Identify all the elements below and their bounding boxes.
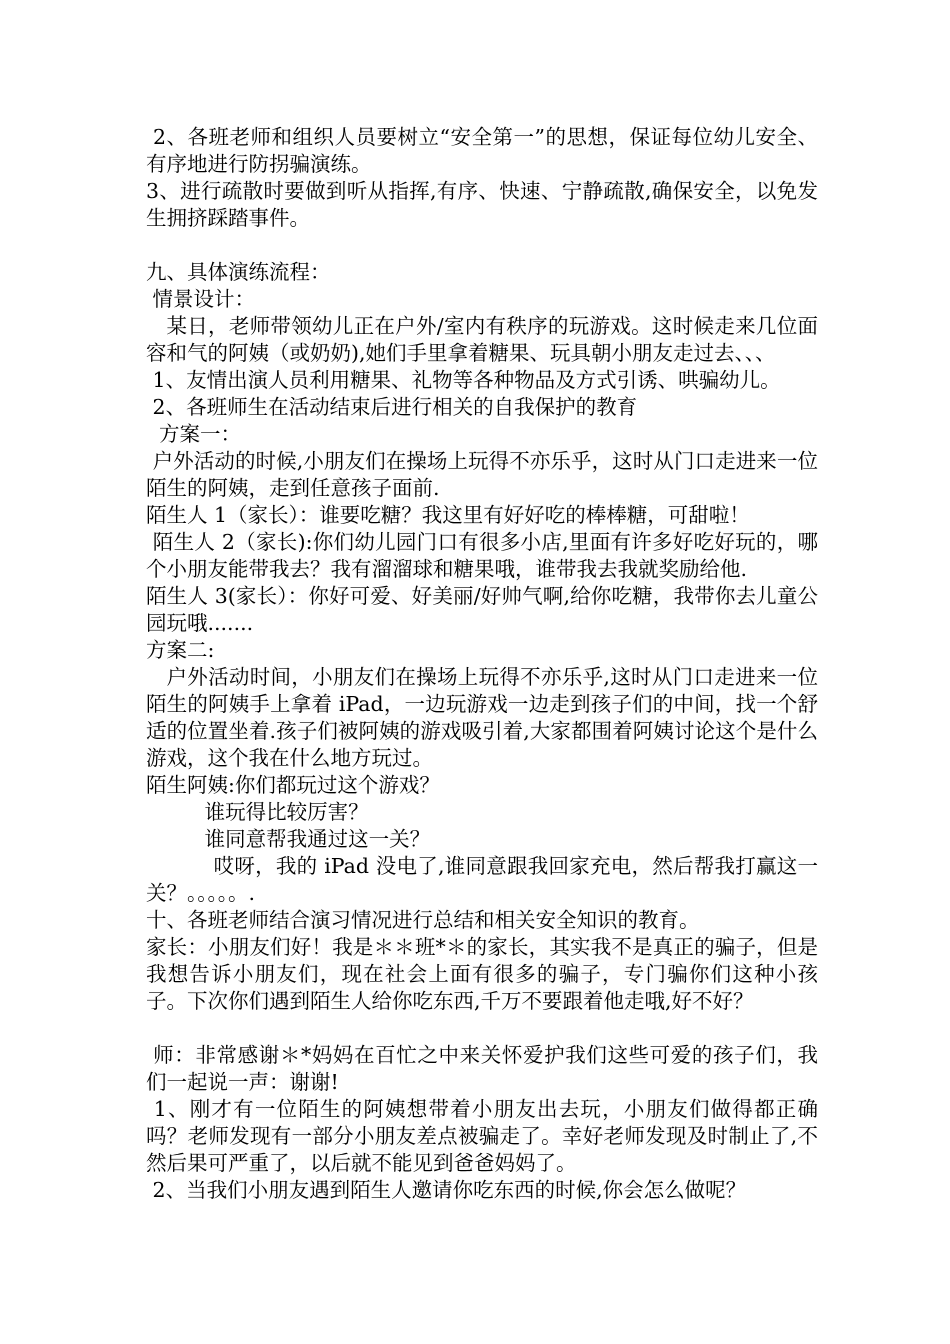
dialogue-stranger-aunt: 陌生阿姨:你们都玩过这个游戏？ — [146, 773, 440, 797]
blank-line — [146, 232, 818, 259]
blank-line — [146, 1015, 818, 1042]
paragraph-question-1: 1、刚才有一位陌生的阿姨想带着小朋友出去玩，小朋友们做得都正确吗？老师发现有一部分小朋友差点被骗走了。幸好老师发现及时制止了,不然后果可严重了，以后就不能见到爸爸妈妈了。 — [146, 1097, 818, 1175]
dialogue-stranger-3: 陌生人 3(家长）：你好可爱、好美丽/好帅气啊,给你吃糖，我带你去儿童公园玩哦....... — [146, 584, 818, 635]
section-heading-ten: 十、各班老师结合演习情况进行总结和相关安全知识的教育。 — [146, 908, 700, 932]
plan-one-heading: 方案一： — [146, 422, 242, 446]
dialogue-parent: 家长：小朋友们好！我是＊＊班*＊的家长，其实我不是真正的骗子，但是我想告诉小朋友们，现在社会上面有很多的骗子，专门骗你们这种小孩子。下次你们遇到陌生人给你吃东西,千万不要跟着他走哦,好不好？ — [146, 935, 818, 1013]
dialogue-line: 哎呀，我的 iPad 没电了,谁同意跟我回家充电，然后帮我打赢这一关？。。。。。. — [146, 854, 818, 905]
paragraph-scenario: 某日，老师带领幼儿正在户外/室内有秩序的玩游戏。这时候走来几位面容和气的阿姨（或奶奶),她们手里拿着糖果、玩具朝小朋友走过去、、、 — [146, 314, 818, 365]
dialogue-line: 谁玩得比较厉害？ — [146, 800, 369, 824]
document-body — [146, 124, 818, 1204]
section-heading-nine: 九、具体演练流程： — [146, 260, 331, 284]
plan-two-heading: 方案二: — [146, 638, 215, 662]
dialogue-teacher: 师：非常感谢＊*妈妈在百忙之中来关怀爱护我们这些可爱的孩子们，我们一起说一声：谢谢! — [146, 1043, 818, 1094]
paragraph-step-1: 1、友情出演人员利用糖果、礼物等各种物品及方式引诱、哄骗幼儿。 — [146, 368, 781, 392]
dialogue-stranger-2: 陌生人 2（家长):你们幼儿园门口有很多小店,里面有许多好吃好玩的，哪个小朋友能带我去？我有溜溜球和糖果哦，谁带我去我就奖励给他. — [146, 530, 818, 581]
paragraph-evacuation: 3、进行疏散时要做到听从指挥,有序、快速、宁静疏散,确保安全，以免发生拥挤踩踏事件。 — [146, 179, 818, 230]
paragraph-plan-two: 户外活动时间，小朋友们在操场上玩得不亦乐乎,这时从门口走进来一位陌生的阿姨手上拿着 iPad，一边玩游戏一边走到孩子们的中间，找一个舒适的位置坐着.孩子们被阿姨的游戏吸引着,大家都围着阿姨讨论这个是什么游戏，这个我在什么地方玩过。 — [146, 665, 818, 770]
dialogue-stranger-1: 陌生人 1（家长）：谁要吃糖？我这里有好好吃的棒棒糖，可甜啦！ — [146, 503, 750, 527]
scenario-design-label: 情景设计： — [146, 287, 256, 311]
paragraph-step-2: 2、各班师生在活动结束后进行相关的自我保护的教育 — [146, 395, 638, 419]
paragraph-safety-first: 2、各班老师和组织人员要树立“安全第一”的思想，保证每位幼儿安全、有序地进行防拐骗演练。 — [146, 125, 818, 176]
dialogue-line: 谁同意帮我通过这一关？ — [146, 827, 431, 851]
paragraph-question-2: 2、当我们小朋友遇到陌生人邀请你吃东西的时候,你会怎么做呢？ — [146, 1178, 747, 1202]
paragraph-plan-one: 户外活动的时候,小朋友们在操场上玩得不亦乐乎，这时从门口走进来一位陌生的阿姨，走到任意孩子面前. — [146, 449, 818, 500]
